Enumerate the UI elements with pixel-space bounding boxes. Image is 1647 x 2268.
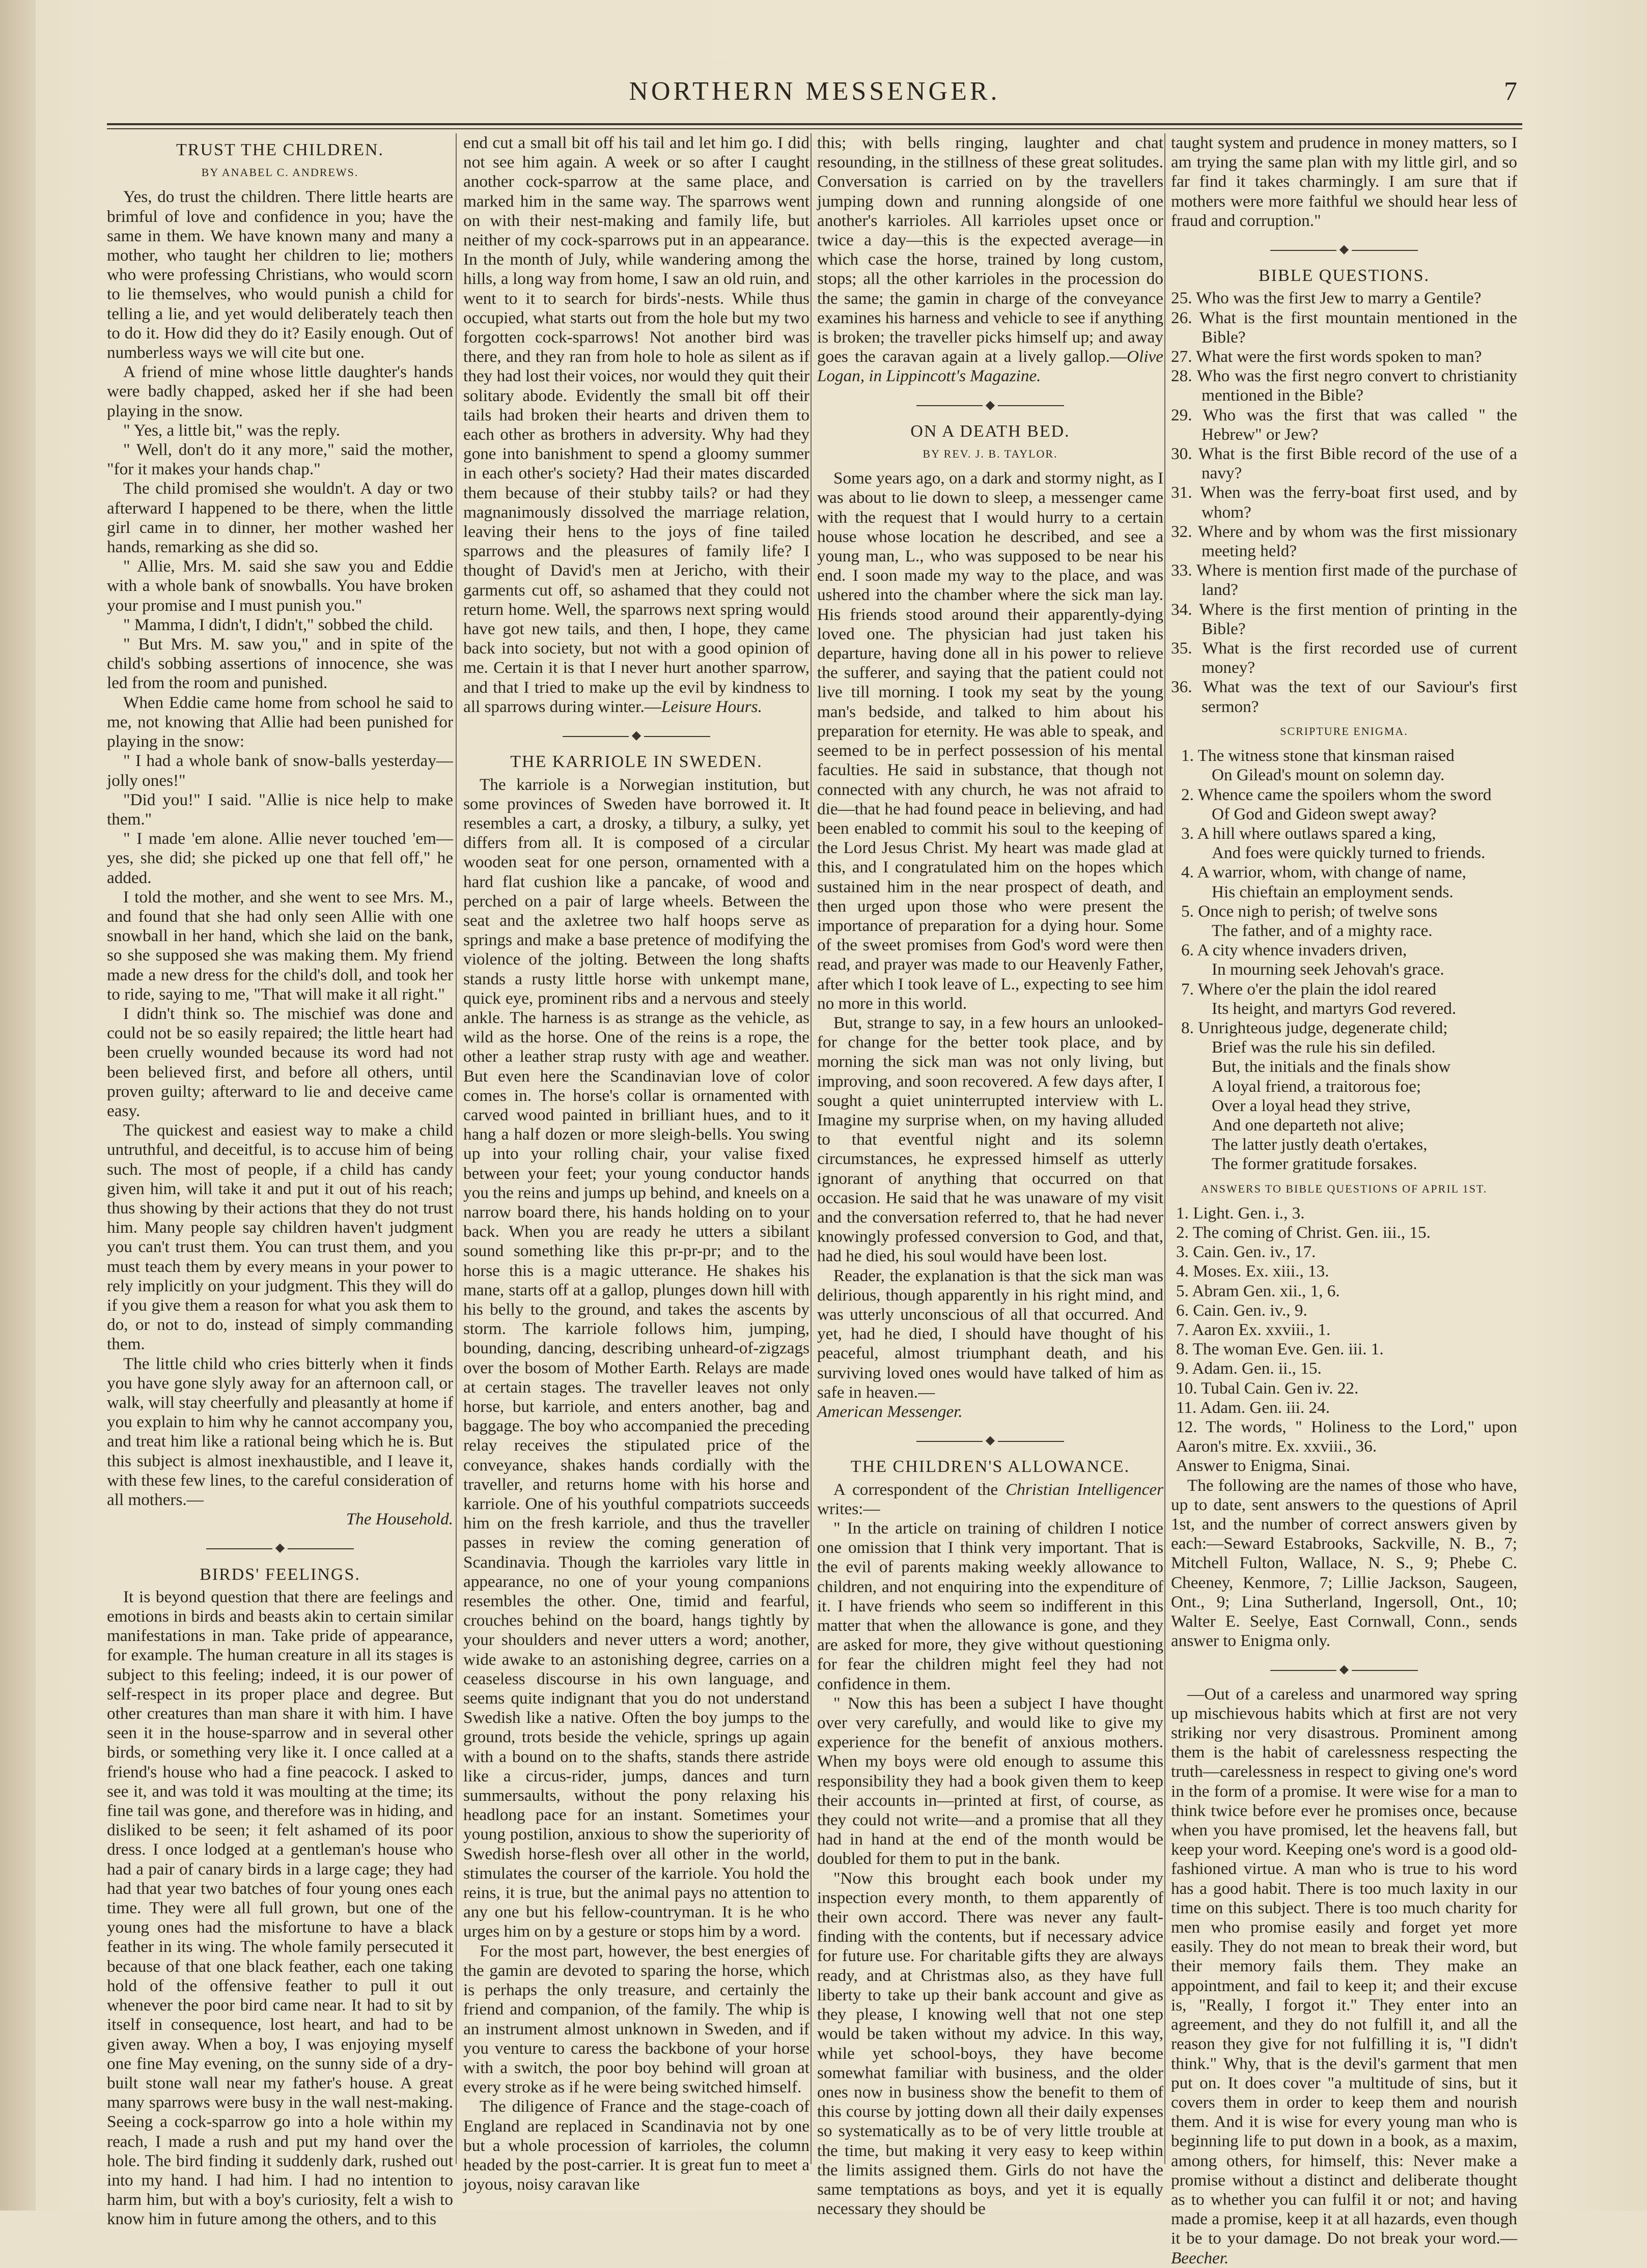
paragraph: " Well, don't do it any more," said the mother, "for it makes your hands chap."	[107, 440, 453, 479]
article-title-allowance: THE CHILDREN'S ALLOWANCE.	[850, 1457, 1130, 1477]
bible-question: 35. What is the first recorded use of current money?	[1171, 639, 1517, 677]
answer-item: 6. Cain. Gen. iv., 9.	[1176, 1300, 1307, 1320]
bible-question: 30. What is the first Bible record of the use of a navy?	[1171, 444, 1517, 483]
enigma-line: On Gilead's mount on solemn day.	[1212, 766, 1445, 785]
bible-question: 32. Where and by whom was the first missionary meeting held?	[1171, 522, 1517, 561]
column-divider	[1164, 133, 1165, 2164]
paragraph: The diligence of France and the stage-coach of England are replaced in Scandinavia not by one but a whole procession of karrioles, the column headed by the post-carrier. It is great fun to meet a joyous, noisy caravan like	[463, 2097, 809, 2194]
paragraph: "Did you!" I said. "Allie is nice help to make them."	[107, 790, 453, 829]
section-separator: ◆	[463, 726, 809, 745]
answer-item: 7. Aaron Ex. xxviii., 1.	[1176, 1320, 1331, 1339]
bible-question: 33. Where is mention first made of the purchase of land?	[1171, 561, 1517, 600]
article-body-allowance	[817, 1519, 1163, 2219]
enigma-line: Brief was the rule his sin defiled.	[1212, 1038, 1436, 1057]
header-rule-thin	[107, 128, 1522, 129]
enigma-line: 4. A warrior, whom, with change of name,	[1181, 863, 1466, 882]
enigma-line: 8. Unrighteous judge, degenerate child;	[1181, 1018, 1448, 1037]
enigma-line: 6. A city whence invaders driven,	[1181, 941, 1407, 960]
enigma-closing-line: The former gratitude forsakes.	[1212, 1154, 1417, 1174]
column-1	[107, 133, 453, 2229]
paragraph: A friend of mine whose little daughter's hands were badly chapped, asked her if she had been playing in the snow.	[107, 362, 453, 420]
enigma-line: 7. Where o'er the plain the idol reared	[1181, 979, 1437, 999]
article-body-trust	[107, 187, 453, 1510]
answer-item: 11. Adam. Gen. iii. 24.	[1176, 1398, 1330, 1417]
article-intro-allowance: A correspondent of the Christian Intelligencer writes:—	[817, 1480, 1163, 1518]
paragraph: Some years ago, on a dark and stormy night, as I was about to lie down to sleep, a messenger came with the request that I would hurry to a certain house whose location he described, and see a young man, L., who was supposed to be near his end. I soon made my way to the place, and was ushered into the chamber where the sick man lay. His friends stood around their apparently-dying loved one. The physician had just taken his departure, having done all in his power to relieve the sufferer, and saying that the patient could not live till morning. I took my seat by the young man's bedside, and talked to him about his preparation for eternity. He was able to speak, and seemed to be in perfect possession of his mental faculties. He said in substance, that though not connected with any church, he was not afraid to die—that he had found peace in believing, and had been enabled to commit his soul to the keeping of the Lord Jesus Christ. My heart was made glad at this, and I congratulated him on the hopes which sustained him in the near prospect of death, and then urged upon those who were present the importance of preparation for a dying hour. Some of the sweet promises from God's word were then read, and prayer was made to our Heavenly Father, after which I took leave of L., expecting to see him no more in this world.	[817, 469, 1163, 1013]
paragraph: For the most part, however, the best energies of the gamin are devoted to sparing the horse, which is perhaps the only treasure, and certainly the friend and companion, of the family. The whip is an instrument almost unknown in Sweden, and if you venture to caress the backbone of your horse with a switch, the poor boy behind will groan at every stroke as if he were being switched himself.	[463, 1941, 809, 2097]
paragraph: Reader, the explanation is that the sick man was delirious, though apparently in his right mind, and was utterly unconscious of all that occurred. And yet, had he died, I should have thought of his peaceful, almost triumphant death, and his surviving loved ones would have talked of him as safe in heaven.—	[817, 1266, 1163, 1402]
enigma-line: Of God and Gideon swept away?	[1212, 804, 1437, 824]
paragraph: But, strange to say, in a few hours an unlooked-for change for the better took place, and by morning the sick man was not only living, but improving, and soon recovered. A few days after, I sought a quiet uninterrupted interview with L. Imagine my surprise when, on my having alluded to that eventful night and its solemn circumstances, he expressed himself as utterly ignorant of anything that occurred on that occasion. He said that he was unaware of my visit and the conversation referred to, that he had never knowingly professed conversion to God, and that, had he died, his soul would have been lost.	[817, 1013, 1163, 1266]
section-title-enigma: SCRIPTURE ENIGMA.	[1280, 724, 1408, 738]
article-body-karriole-cont: this; with bells ringing, laughter and chat resounding, in the stillness of these great solitudes. Conversation is carried on by the travellers jumping down and running alongside of one another's karrioles. All karrioles upset once or twice a day—this is the expected average—in which case the horse, trained by long custom, stops; all the other karrioles in the procession do the same; the gamin in charge of the conveyance examines his harness and vehicle to see if anything is broken; the traveller picks himself up; and away goes the caravan again at a lively gallop.—Olive Logan, in Lippincott's Magazine.	[817, 133, 1163, 386]
column-divider	[811, 133, 812, 2164]
enigma-closing-line: A loyal friend, a traitorous foe;	[1212, 1076, 1421, 1096]
article-byline-death: BY REV. J. B. TAYLOR.	[923, 447, 1058, 461]
article-body-birds-cont: end cut a small bit off his tail and let him go. I did not see him again. A week or so after I caught another cock-sparrow at the same place, and marked him in the same way. The sparrows went on with their nest-making and family life, but neither of my cock-sparrows put in an appearance. In the month of July, while wandering among the hills, a long way from home, I saw an old ruin, and went to it to search for birds'-nests. While thus occupied, what starts out from the hole but my two forgotten cock-sparrows! Not another bird was there, and they ran from hole to hole as silent as if they had lost their voices, nor would they quit their solitary abode. Evidently the small bit off their tails had broken their hearts and driven them to each other as brothers in adversity. Why had they gone into banishment to spend a gloomy summer in each other's society? Had their mates discarded them because of their stubby tails? or had they magnanimously dissolved the marriage relation, leaving their hens to the joys of fine tailed sparrows and the pleasures of family life? I thought of David's men at Jericho, with their garments cut off, so ashamed that they could not return home. Well, the sparrows next spring would have got new tails, and then, I hope, they came back into society, but not with a good opinion of me. Certain it is that I never hurt another sparrow, and that I tried to make up the evil by kindness to all sparrows during winter.—Leisure Hours.	[463, 133, 809, 716]
enigma-closing-line: Over a loyal head they strive,	[1212, 1096, 1411, 1115]
enigma-line: 2. Whence came the spoilers whom the sword	[1181, 785, 1492, 804]
article-source-trust: The Household.	[346, 1510, 453, 1529]
answer-item: 5. Abram Gen. xii., 1, 6.	[1176, 1281, 1340, 1300]
paragraph: " But Mrs. M. saw you," and in spite of the child's sobbing assertions of innocence, she was led from the room and punished.	[107, 635, 453, 693]
column-3	[817, 133, 1163, 2219]
column-divider	[456, 133, 457, 2164]
correspondent-names: The following are the names of those who have, up to date, sent answers to the questions of April 1st, and the number of correct answers given by each:—Seward Estabrooks, Sackville, N. B., 7; Mitchell Fulton, Wallace, N. S., 9; Phebe C. Cheeney, Kenmore, 7; Lillie Jackson, Saugeen, Ont., 9; Lina Sutherland, Ingersoll, Ont., 10; Walter E. Seelye, East Cornwall, Conn., sends answer to Enigma only.	[1171, 1476, 1517, 1651]
answer-item: 9. Adam. Gen. ii., 15.	[1176, 1359, 1322, 1378]
enigma-line: Its height, and martyrs God revered.	[1212, 999, 1457, 1018]
enigma-line: The father, and of a mighty race.	[1212, 921, 1433, 940]
article-title-karriole: THE KARRIOLE IN SWEDEN.	[510, 752, 763, 772]
enigma-line: 1. The witness stone that kinsman raised	[1181, 746, 1455, 766]
answer-item: 4. Moses. Ex. xiii., 13.	[1176, 1262, 1329, 1281]
article-body-allowance-cont: taught system and prudence in money matters, so I am trying the same plan with my little girl, and so far find it takes charmingly. I am sure that if mothers were more faithful we should hear less of fraud and corruption."	[1171, 133, 1517, 230]
article-body-birds	[107, 1587, 453, 2229]
answer-item: 12. The words, " Holiness to the Lord," upon Aaron's mitre. Ex. xxviii., 36.	[1176, 1418, 1517, 1456]
paragraph: "Now this brought each book under my inspection every month, to them apparently of their own accord. There was never any fault-finding with the contents, but if necessary advice for future use. For charitable gifts they are always ready, and at Christmas also, as they have full liberty to take up their bank account and give as they please, I knowing well that not one step would be taken without my advice. In this way, while yet school-boys, they have become somewhat familiar with business, and the older ones now in business show the benefit to them of this course by jotting down all their daily expenses so systematically as to be of very little trouble at the time, but making it very easy to keep within the limits assigned them. Girls do not have the same temptations as boys, and yet it is equally necessary they should be	[817, 1868, 1163, 2219]
answers-list	[1171, 1204, 1517, 1476]
enigma-line: His chieftain an employment sends.	[1212, 882, 1454, 901]
paragraph: The little child who cries bitterly when it finds you have gone slyly away for an afternoon call, or walk, will stay cheerfully and pleasantly at home if you explain to him why he cannot accompany you, and treat him like a rational being which he is. But this subject is almost inexhaustible, and I leave it, with these few lines, to the careful consideration of all mothers.—	[107, 1354, 453, 1510]
answer-item: 8. The woman Eve. Gen. iii. 1.	[1176, 1340, 1384, 1359]
paragraph: The child promised she wouldn't. A day or two afterward I happened to be there, when the little girl came in to dinner, her mother washed her hands, remarking as she did so.	[107, 479, 453, 557]
section-separator: ◆	[1171, 240, 1517, 259]
section-separator: ◆	[817, 1431, 1163, 1450]
paragraph: The quickest and easiest way to make a child untruthful, and deceitful, is to accuse him of being such. The most of people, if a child has candy given him, will take it and put it out of his reach; thus showing by their actions that they do not trust him. Many people say children haven't judgment you can't trust them. You can trust them, and you must teach them by every means in your power to rely implicitly on your judgment. This they will do if you give them a reason for what you ask them to do, or not to do, instead of simply commanding them.	[107, 1121, 453, 1354]
bible-question: 25. Who was the first Jew to marry a Gentile?	[1171, 289, 1482, 308]
column-4	[1171, 133, 1517, 2267]
bible-question: 36. What was the text of our Saviour's first sermon?	[1171, 677, 1517, 716]
article-title-death: ON A DEATH BED.	[910, 421, 1070, 441]
bible-questions-list	[1171, 289, 1517, 716]
section-title-answers: ANSWERS TO BIBLE QUESTIONS OF APRIL 1ST.	[1201, 1182, 1488, 1195]
column-2	[463, 133, 809, 2194]
bible-question: 26. What is the first mountain mentioned in the Bible?	[1171, 308, 1517, 347]
page-number: 7	[1504, 77, 1517, 106]
paragraph: " Now this has been a subject I have thought over very carefully, and would like to give my experience for the benefit of anxious mothers. When my boys were old enough to assume this responsibility they had a book given them to keep their accounts in—printed at first, of course, as they could not write—and a promise that all they had in hand at the end of the month would be doubled for them to put in the bank.	[817, 1693, 1163, 1868]
paragraph: Yes, do trust the children. There little hearts are brimful of love and confidence in you; have the same in them. We have known many and many a mother, who taught her children to lie; mothers who were professing Christians, who would scorn to lie themselves, who would punish a child for telling a lie, and yet would deliberately teach then to do it. How did they do it? Easily enough. Out of numberless ways we will cite but one.	[107, 187, 453, 362]
bible-question: 27. What were the first words spoken to man?	[1171, 347, 1482, 366]
paragraph: " In the article on training of children I notice one omission that I think very important. That is the evil of parents making weekly allowance to children, and not enquiring into the expenditure of it. I have friends who seem so indifferent in this matter that when the allowance is gone, and they are asked for more, they give without questioning for fear the children might feel they had not confidence in them.	[817, 1519, 1163, 1693]
bible-question: 31. When was the ferry-boat first used, and by whom?	[1171, 483, 1517, 522]
article-body-careless: —Out of a careless and unarmored way spring up mischievous habits which at first are not very striking nor very disastrous. Prominent among them is the habit of carelessness respecting the truth—carelessness in respect to giving one's word in the form of a promise. It were wise for a man to think twice before ever he promises once, because when you have promised, let the heavens fall, but keep your word. Keeping one's word is a good old-fashioned virtue. A man who is true to his word has a good habit. There is too much laxity in our time on this subject. There is too much charity for men who promise easily and forget yet more easily. They do not mean to break their word, but their memory fails them. They make an appointment, and fail to keep it; and their excuse is, "Really, I forgot it." They enter into an agreement, and they do not fulfill it, and all the reason they give for not fulfilling it is, "I didn't think." Why, that is the devil's garment that men put on. It does cover "a multitude of sins, but it covers them in order to keep them and nourish them. And it is wise for every young man who is beginning life to put down in a book, as a maxim, among others, for himself, this: Never make a promise without a distinct and deliberate thought as to whether you can fulfil it or not; and having made a promise, keep it at all hazards, even though it be to your damage. Do not break your word.—Beecher.	[1171, 1684, 1517, 2267]
page-header	[112, 76, 1517, 112]
article-body-death	[817, 469, 1163, 1402]
section-title-bible-questions: BIBLE QUESTIONS.	[1258, 266, 1430, 286]
paragraph: " Mamma, I didn't, I didn't," sobbed the child.	[123, 615, 433, 634]
answer-item: 2. The coming of Christ. Gen. iii., 15.	[1176, 1223, 1431, 1242]
article-title-birds: BIRDS' FEELINGS.	[200, 1565, 360, 1584]
section-separator: ◆	[107, 1538, 453, 1557]
masthead-title: NORTHERN MESSENGER.	[629, 77, 1000, 106]
section-separator: ◆	[817, 395, 1163, 415]
paragraph: " Yes, a little bit," was the reply.	[123, 420, 340, 440]
answer-item: Answer to Enigma, Sinai.	[1176, 1456, 1350, 1476]
article-title-trust: TRUST THE CHILDREN.	[176, 140, 384, 159]
answer-item: 1. Light. Gen. i., 3.	[1176, 1203, 1305, 1223]
enigma-line: In mourning seek Jehovah's grace.	[1212, 960, 1444, 979]
paragraph: " I had a whole bank of snow-balls yesterday—jolly ones!"	[107, 751, 453, 790]
enigma-line: 5. Once nigh to perish; of twelve sons	[1181, 901, 1438, 921]
paragraph: I told the mother, and she went to see Mrs. M., and found that she had only seen Allie with one snowball in her hand, which she laid on the bank, so she supposed she was making them. My friend made a new dress for the child's doll, and took her to ride, saying to me, "That will make it all right."	[107, 887, 453, 1004]
paragraph: " I made 'em alone. Allie never touched 'em—yes, she did; she picked up one that fell off," he added.	[107, 829, 453, 887]
bible-question: 34. Where is the first mention of printing in the Bible?	[1171, 600, 1517, 638]
enigma-closing-line: The latter justly death o'ertakes,	[1212, 1135, 1428, 1154]
paragraph: I didn't think so. The mischief was done and could not be so easily repaired; the little heart had been cruelly wounded because its word had not been believed first, and before all others, until proven guilty; afterward to lie and deceive came easy.	[107, 1004, 453, 1120]
paragraph: The karriole is a Norwegian institution, but some provinces of Sweden have borrowed it. It resembles a cart, a drosky, a tilbury, a sulky, yet differs from all. It is composed of a circular wooden seat for one person, ornamented with a hard flat cushion like a pancake, of wood and perched on a pair of large wheels. Between the seat and the axletree two half hoops serve as springs and make a base pretence of modifying the violence of the jolting. Between the long shafts stands a rusty little horse with unkempt mane, quick eye, prominent ribs and a nervous and steely ankle. The harness is as strange as the vehicle, as wild as the horse. One of the reins is a rope, the other a leather strap rusty with age and weather. But even here the Scandinavian love of color comes in. The horse's collar is ornamented with carved wood painted in brilliant hues, and to it hang a half dozen or more sleigh-bells. You swing up into your rolling chair, your valise fixed between your feet; your young conductor hands you the reins and jumps up behind, and kneels on a narrow board there, his hands holding on to your back. When you are ready he utters a sibilant sound something like this pr-pr-pr; and to the horse this is a magic utterance. He shakes his mane, starts off at a gallop, plunges down hill with his belly to the ground, and takes the ascents by storm. The karriole follows him, jumping, bounding, dancing, describing unheard-of-zigzags over the bosom of Mother Earth. Relays are made at certain stages. The traveller leaves not only horse, but karriole, and enters another, bag and baggage. The boy who accompanied the preceding relay receives the stipulated price of the conveyance, shakes hands cordially with the traveller, and returns home with his horse and karriole. One of his youthful compatriots succeeds him on the fresh karriole, and thus the traveller passes in review the coming generation of Scandinavia. Though the karrioles vary little in appearance, no one of your young companions resembles the other. One, timid and fearful, crouches behind on the board, hangs tightly by your shoulders and never utters a word; another, wide awake to an astonishing degree, carries on a ceaseless discourse in his own language, and seems quite indignant that you do not understand Swedish like a native. Often the boy jumps to the ground, trots beside the vehicle, springs up again with a bound on to the shafts, stands there astride like a circus-rider, jumps, dances and turn summersaults, without the pony relaxing his headlong pace for an instant. Sometimes your young postilion, anxious to show the superiority of Swedish horse-flesh over all other in the world, stimulates the courser of the karriole. You hold the reins, it is true, but the animal pays no attention to any one but his fellow-countryman. It is he who urges him on by a gesture or stops him by a word.	[463, 775, 809, 1941]
answer-item: 10. Tubal Cain. Gen iv. 22.	[1176, 1378, 1359, 1398]
enigma-line: 3. A hill where outlaws spared a king,	[1181, 824, 1436, 843]
section-separator: ◆	[1171, 1660, 1517, 1679]
answer-item: 3. Cain. Gen. iv., 17.	[1176, 1242, 1316, 1262]
paragraph: When Eddie came home from school he said to me, not knowing that Allie had been punished for playing in the snow:	[107, 693, 453, 751]
article-body-karriole	[463, 775, 809, 2195]
scripture-enigma	[1171, 746, 1517, 1174]
enigma-closing-line: But, the initials and the finals show	[1212, 1057, 1451, 1076]
page-binding-edge	[0, 0, 36, 2210]
enigma-line: And foes were quickly turned to friends.	[1212, 843, 1486, 863]
header-rule	[107, 123, 1522, 125]
article-source-death: American Messenger.	[817, 1402, 963, 1421]
paragraph: It is beyond question that there are feelings and emotions in birds and beasts akin to certain similar manifestations in man. Take pride of appearance, for example. The human creature in all its stages is subject to this feeling; indeed, it is our power of self-respect in its proper place and degree. But other creatures than man share it with him. I have seen it in the house-sparrow and in several other birds, or something very like it. I once called at a friend's house who had a fine peacock. I asked to see it, and was told it was moulting at the time; its fine tail was gone, and therefore was in hiding, and disliked to be seen; it felt ashamed of its poor dress. I once lodged at a gentleman's house who had a pair of canary birds in a large cage; they had had that year two batches of four young ones each time. They were all full grown, but one of the young ones had the misfortune to have a black feather in its wing. The whole family persecuted it because of that one black feather, each one taking hold of the offensive feather to pull it out whenever the poor bird came near. It had to sit by itself in consequence, lost heart, and had to be given away. When a boy, I was enjoying myself one fine May evening, on the sunny side of a dry-built stone wall near my father's house. A great many sparrows were busy in the wall nest-making. Seeing a cock-sparrow go into a hole within my reach, I made a rush and put my hand over the hole. The bird finding it suddenly dark, rushed out into my hand. I had him. I had no intention to harm him, but with a boy's curiosity, felt a wish to know him in future among the others, and to this	[107, 1587, 453, 2229]
bible-question: 29. Who was the first that was called " the Hebrew" or Jew?	[1171, 405, 1517, 444]
article-byline-trust: BY ANABEL C. ANDREWS.	[201, 166, 359, 179]
paragraph: " Allie, Mrs. M. said she saw you and Eddie with a whole bank of snowballs. You have broken your promise and I must punish you."	[107, 557, 453, 615]
enigma-closing-line: And one departeth not alive;	[1212, 1115, 1404, 1135]
bible-question: 28. Who was the first negro convert to christianity mentioned in the Bible?	[1171, 366, 1517, 405]
